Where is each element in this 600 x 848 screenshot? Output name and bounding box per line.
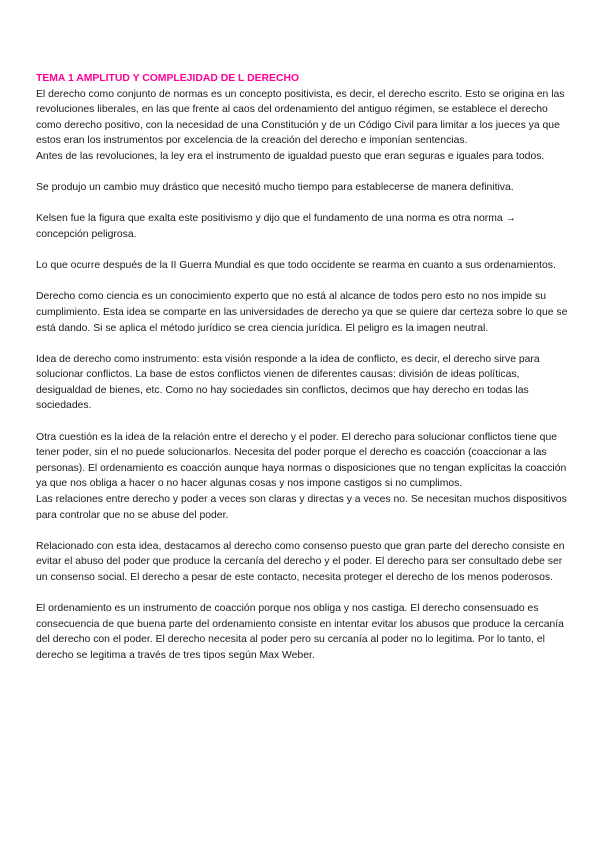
paragraph-relaciones-poder: Las relaciones entre derecho y poder a veces son claras y directas y a veces no. Se necesitan muchos dispositivos para controlar que no se abuse del poder. <box>36 494 567 521</box>
paragraph-antes-revoluciones: Antes de las revoluciones, la ley era el instrumento de igualdad puesto que eran seguras e iguales para todos. <box>36 150 545 162</box>
paragraph-derecho-instrumento: Idea de derecho como instrumento: esta visión responde a la idea de conflicto, es decir, el derecho sirve para solucionar conflictos. La base de estos conflictos vienen de diferentes causas: división de ideas políticas, desigualdad de bienes, etc. Como no hay sociedades sin conflictos, decimos que hay derecho en todas las sociedades. <box>36 353 540 412</box>
document-page <box>36 71 568 679</box>
paragraph-derecho-ciencia: Derecho como ciencia es un conocimiento experto que no está al alcance de todos pero esto no nos impide su cumplimiento. Esta idea se comparte en las universidades de derecho ya que se quiere dar certeza sobre lo que se está dando. Si se aplica el método jurídico se crea ciencia jurídica. El peligro es la imagen neutral. <box>36 291 568 334</box>
paragraph-derecho-consenso: Relacionado con esta idea, destacamos al derecho como consenso puesto que gran parte del derecho consiste en evitar el abuso del poder que produce la cercanía del derecho y el poder. El derecho para ser consultado debe ser un consenso social. El derecho a pesar de este contacto, necesita proteger el derecho de los menos poderosos. <box>36 540 565 583</box>
paragraph-kelsen: Kelsen fue la figura que exalta este positivismo y dijo que el fundamento de una norma es otra norma → concepción peligrosa. <box>36 213 516 240</box>
paragraph-ordenamiento-coaccion: El ordenamiento es un instrumento de coacción porque nos obliga y nos castiga. El derecho consensuado es consecuencia de que buena parte del ordenamiento consiste en intentar evitar los abusos que produce la cercanía del derecho con el poder. El derecho necesita al poder pero su cercanía al poder no lo legitima. Por lo tanto, el derecho se legitima a través de tres tipos según Max Weber. <box>36 603 564 661</box>
paragraph-derecho-poder: Otra cuestión es la idea de la relación entre el derecho y el poder. El derecho para solucionar conflictos tiene que tener poder, sin el no puede solucionarlos. Necesita del poder porque el derecho es coacción (coaccionar a las personas). El ordenamiento es coacción aunque haya normas o disposiciones que no tengan explícitas la coacción ya que nos obliga a hacer o no hacer algunas cosas y nos impone castigos si no cumplimos. <box>36 431 567 490</box>
document-title: TEMA 1 AMPLITUD Y COMPLEJIDAD DE L DERECHO <box>36 73 300 84</box>
paragraph-segunda-guerra: Lo que ocurre después de la II Guerra Mundial es que todo occidente se rearma en cuanto a sus ordenamientos. <box>36 260 556 272</box>
paragraph-cambio-drastico: Se produjo un cambio muy drástico que necesitó mucho tiempo para establecerse de manera definitiva. <box>36 182 514 194</box>
paragraph-positivismo: El derecho como conjunto de normas es un concepto positivista, es decir, el derecho escrito. Esto se origina en las revoluciones liberales, en las que frente al caos del ordenamiento del antiguo régimen, se establece el derecho como derecho positivo, con la necesidad de una Constitución y de un Código Civil para limitar a los jueces ya que estos eran los instrumentos por excelencia de la creación del derecho e imponían sentencias. <box>36 88 565 147</box>
